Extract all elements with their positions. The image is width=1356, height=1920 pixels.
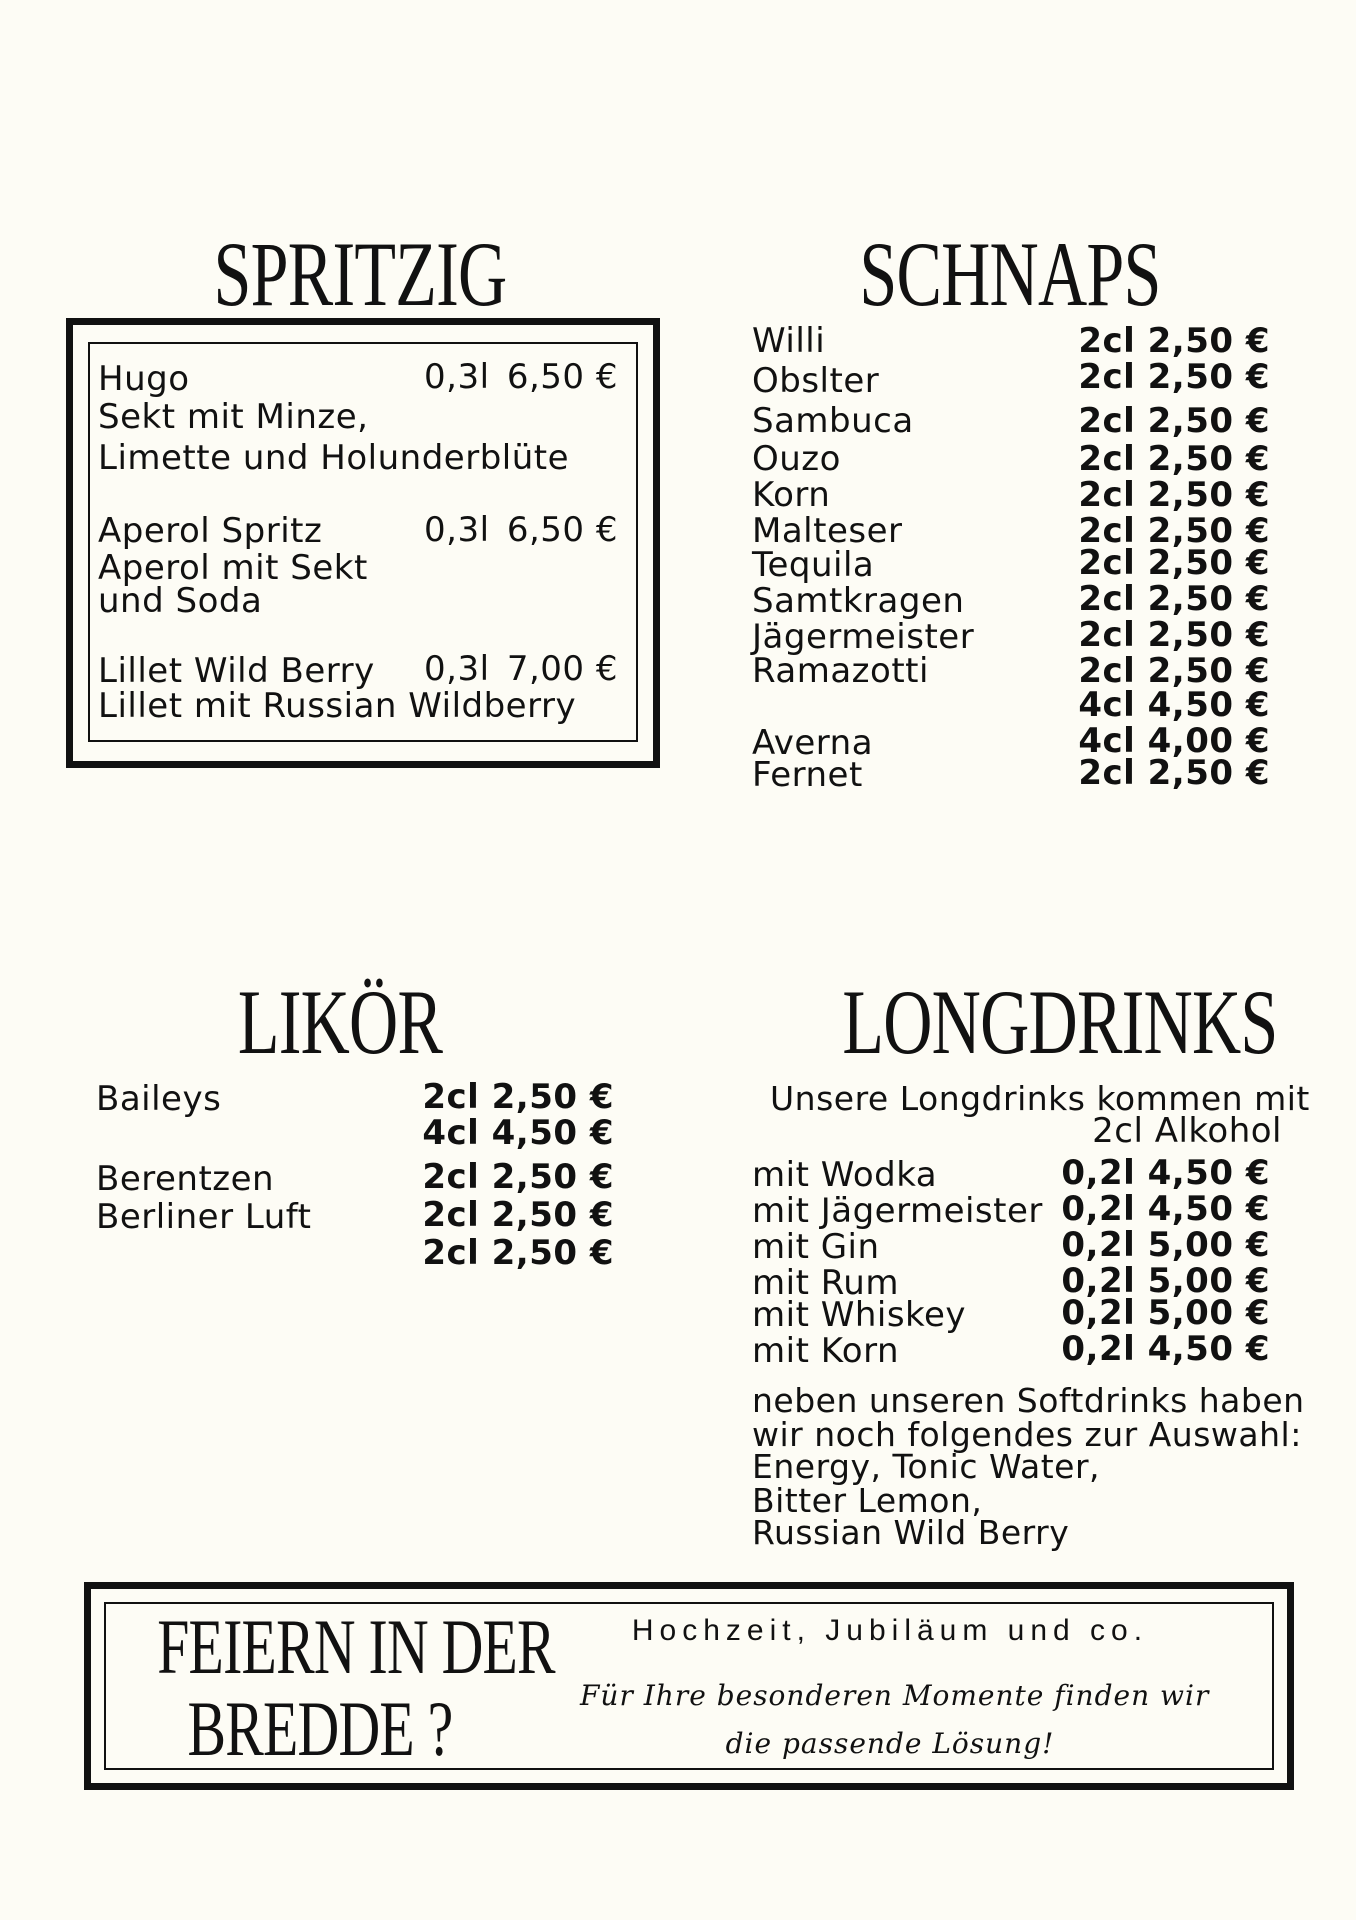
menu-item-amount: 0,3l [424, 357, 490, 397]
menu-item-name: mit Jägermeister [752, 1191, 1043, 1231]
softdrinks-text: Russian Wild Berry [752, 1513, 1070, 1552]
menu-item-name: Aperol Spritz [98, 511, 323, 551]
menu-item-name: Lillet Wild Berry [98, 651, 375, 691]
menu-item-desc: Lillet mit Russian Wildberry [98, 686, 577, 726]
menu-item-price: 7,00 € [506, 649, 618, 689]
menu-item-price: 6,50 € [506, 357, 618, 397]
menu-item-price: 2cl 2,50 € [1078, 439, 1270, 479]
feiern-title: BREDDE ? [187, 1685, 453, 1772]
menu-item-price: 2cl 2,50 € [422, 1233, 614, 1273]
menu-item-price: 2cl 2,50 € [1078, 357, 1270, 397]
menu-item-price: 2cl 2,50 € [1078, 321, 1270, 361]
longdrinks-intro: Unsere Longdrinks kommen mit [770, 1079, 1310, 1118]
menu-item-name: Sambuca [752, 401, 914, 441]
menu-item-desc: Limette und Holunderblüte [98, 438, 570, 478]
feiern-subtitle: Hochzeit, Jubiläum und co. [631, 1614, 1149, 1647]
menu-item-price: 0,2l 5,00 € [1061, 1293, 1270, 1333]
menu-item-name: Obslter [752, 361, 880, 401]
menu-item-amount: 0,3l [424, 649, 490, 689]
menu-item-name: Berliner Luft [96, 1197, 312, 1237]
menu-item-name: Averna [752, 723, 874, 763]
menu-item-price: 2cl 2,50 € [1078, 579, 1270, 619]
menu-item-name: Hugo [98, 359, 190, 399]
menu-item-price: 2cl 2,50 € [1078, 753, 1270, 793]
menu-item-name: mit Rum [752, 1263, 899, 1303]
menu-item-price: 2cl 2,50 € [422, 1157, 614, 1197]
schnaps-heading: SCHNAPS [859, 223, 1161, 325]
menu-item-price: 4cl 4,50 € [422, 1113, 614, 1153]
menu-item-desc: und Soda [98, 581, 263, 621]
menu-item-name: Ouzo [752, 439, 841, 479]
menu-item-price: 4cl 4,00 € [1078, 721, 1270, 761]
longdrinks-heading: LONGDRINKS [842, 971, 1278, 1073]
menu-item-price: 2cl 2,50 € [1078, 475, 1270, 515]
menu-item-name: Tequila [752, 545, 875, 585]
menu-item-price: 2cl 2,50 € [422, 1195, 614, 1235]
menu-item-amount: 0,3l [424, 510, 490, 550]
menu-item-price: 0,2l 4,50 € [1061, 1329, 1270, 1369]
menu-item-price: 6,50 € [506, 510, 618, 550]
menu-item-name: mit Korn [752, 1331, 900, 1371]
menu-item-name: mit Wodka [752, 1155, 938, 1195]
menu-item-name: mit Gin [752, 1227, 880, 1267]
longdrinks-intro: 2cl Alkohol [1092, 1111, 1282, 1151]
menu-item-desc: Aperol mit Sekt [98, 548, 368, 588]
spritzig-heading: SPRITZIG [213, 223, 507, 325]
feiern-text: die passende Lösung! [725, 1727, 1055, 1760]
softdrinks-text: Bitter Lemon, [752, 1481, 983, 1520]
menu-item-name: Willi [752, 321, 826, 361]
feiern-title: FEIERN IN DER [157, 1603, 555, 1690]
menu-item-price: 2cl 2,50 € [1078, 651, 1270, 691]
menu-item-price: 0,2l 4,50 € [1061, 1153, 1270, 1193]
menu-item-price: 2cl 2,50 € [1078, 543, 1270, 583]
menu-item-name: Baileys [96, 1079, 222, 1119]
menu-item-name: Samtkragen [752, 581, 965, 621]
softdrinks-text: neben unseren Softdrinks haben [752, 1381, 1305, 1420]
menu-item-price: 2cl 2,50 € [1078, 401, 1270, 441]
menu-item-price: 4cl 4,50 € [1078, 685, 1270, 725]
menu-item-name: Fernet [752, 755, 863, 795]
menu-item-price: 0,2l 5,00 € [1061, 1225, 1270, 1265]
menu-item-price: 0,2l 4,50 € [1061, 1189, 1270, 1229]
menu-item-price: 2cl 2,50 € [1078, 511, 1270, 551]
menu-item-price: 2cl 2,50 € [422, 1077, 614, 1117]
menu-item-name: Korn [752, 475, 831, 515]
likoer-heading: LIKÖR [237, 971, 443, 1073]
menu-item-price: 2cl 2,50 € [1078, 615, 1270, 655]
menu-item-name: Malteser [752, 511, 903, 551]
menu-item-name: Jägermeister [752, 617, 975, 657]
menu-item-name: Ramazotti [752, 651, 929, 691]
menu-item-price: 0,2l 5,00 € [1061, 1261, 1270, 1301]
feiern-text: Für Ihre besonderen Momente finden wir [580, 1679, 1210, 1712]
softdrinks-text: wir noch folgendes zur Auswahl: [752, 1415, 1302, 1454]
menu-item-name: Berentzen [96, 1159, 275, 1199]
menu-item-desc: Sekt mit Minze, [98, 397, 369, 437]
menu-item-name: mit Whiskey [752, 1295, 967, 1335]
softdrinks-text: Energy, Tonic Water, [752, 1447, 1101, 1486]
